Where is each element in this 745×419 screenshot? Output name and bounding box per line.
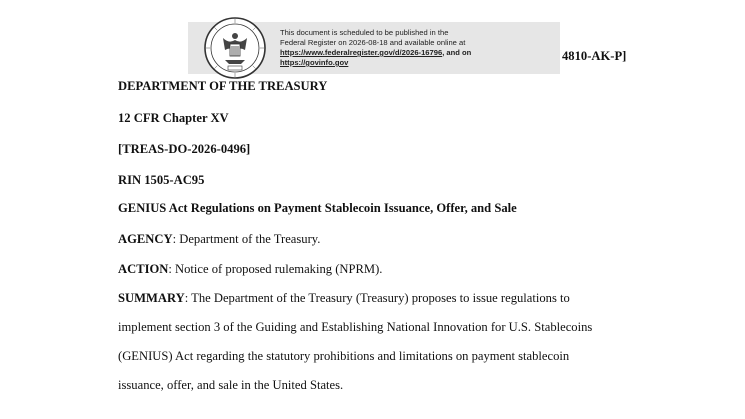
- govinfo-link[interactable]: https://govinfo.gov: [280, 58, 349, 67]
- banner-line-4: [280, 58, 560, 68]
- agency-line: [118, 232, 320, 247]
- cfr-chapter: 12 CFR Chapter XV: [118, 111, 229, 125]
- action-value: : Notice of proposed rulemaking (NPRM).: [168, 262, 383, 276]
- summary-text-1: : The Department of the Treasury (Treasury) proposes to issue regulations to: [184, 291, 570, 305]
- agency-value: : Department of the Treasury.: [172, 232, 321, 246]
- docket-number: [TREAS-DO-2026-0496]: [118, 142, 251, 156]
- banner-link-separator: , and on: [442, 48, 472, 57]
- federal-register-seal-icon: [203, 16, 267, 80]
- action-label: ACTION: [118, 262, 169, 276]
- summary-line-4: issuance, offer, and sale in the United States.: [118, 378, 344, 392]
- banner-line-1: This document is scheduled to be published in the: [280, 28, 449, 37]
- summary-line-3: (GENIUS) Act regarding the statutory prohibitions and limitations on payment stablecoin: [118, 349, 570, 363]
- agency-label: AGENCY: [118, 232, 173, 246]
- summary-line-1: [118, 291, 570, 306]
- action-line: [118, 262, 382, 277]
- summary-line-2: implement section 3 of the Guiding and Establishing National Innovation for U.S. Stablecoins: [118, 320, 593, 334]
- federalregister-link[interactable]: https://www.federalregister.gov/d/2026-16796: [280, 48, 443, 57]
- federal-register-notice: [280, 28, 560, 68]
- banner-line-3: [280, 48, 560, 58]
- billing-code: 4810-AK-P]: [562, 49, 627, 63]
- document-title: GENIUS Act Regulations on Payment Stablecoin Issuance, Offer, and Sale: [118, 201, 517, 215]
- banner-line-2: Federal Register on 2026-08-18 and available online at: [280, 38, 466, 47]
- rin-number: RIN 1505-AC95: [118, 173, 205, 187]
- agency-name: DEPARTMENT OF THE TREASURY: [118, 79, 328, 93]
- summary-label: SUMMARY: [118, 291, 185, 305]
